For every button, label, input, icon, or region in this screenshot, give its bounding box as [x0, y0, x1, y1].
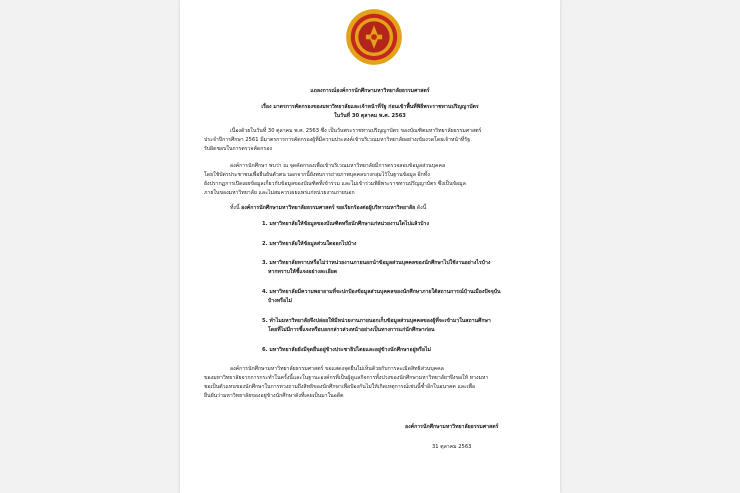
demand-item-6 — [262, 346, 512, 355]
demand-item-5 — [262, 317, 512, 335]
paragraph-2-line: ภายในของมหาวิทยาลัย และไม่สมควรเผยแพร่แก่หน่วยงานภายนอก — [204, 190, 355, 196]
paragraph-2-line: องค์การนักศึกษา พบว่า ณ จุดคัดกรองเพื่อเข้าบริเวณมหาวิทยาลัยมีการตรวจสอบข้อมูลส่วนบุคคล — [230, 163, 446, 169]
demand-text: 1. มหาวิทยาลัยให้ข้อมูลของบัณฑิตหรือนักศึกษาแก่หน่วยงานใดไปแล้วบ้าง — [262, 221, 429, 227]
paragraph-1-line: เนื่องด้วยในวันที่ 30 ตุลาคม พ.ศ. 2563 ซึ่ง เป็นวันพระราชทานปริญญาบัตร ของบัณฑิตมหาวิทยาลัยธรรมศาสตร์ — [230, 128, 482, 134]
demand-text: 2. มหาวิทยาลัยให้ข้อมูลส่วนใดออกไปบ้าง — [262, 241, 357, 247]
paragraph-2-line: โดยใช้บัตรประชาชนเพื่อยืนยันตัวตน นอกจากนี้ยังพบการถ่ายภาพบุคคลบางกลุ่มไว้ในฐานข้อมูล อีกทั้ง — [204, 172, 430, 178]
statement-title: แถลงการณ์องค์การนักศึกษามหาวิทยาลัยธรรมศาสตร์ — [310, 88, 430, 94]
signature-org: องค์การนักศึกษามหาวิทยาลัยธรรมศาสตร์ — [405, 424, 499, 430]
demand-item-2 — [262, 240, 512, 249]
paragraph-3-line: ยืนยันว่ามหาวิทยาลัยของอยู่ข้างนักศึกษาดังที่เคยเป็นมาในอดีต — [204, 393, 344, 399]
demand-text-cont: โดยที่ไม่มีการชี้แจงหรือบอกกล่าวล่วงหน้าอย่างเป็นทางการแก่นักศึกษาก่อน — [268, 327, 435, 333]
demand-item-3 — [262, 259, 512, 277]
demand-text: 3. มหาวิทยาลัยทราบหรือไม่ว่าหน่วยงานภายนอกนำข้อมูลส่วนบุคคลของนักศึกษาไปใช้งานอย่างไรบ้าง — [262, 260, 491, 266]
university-seal-logo — [345, 8, 403, 66]
intro-suffix: ดังนี้ — [416, 205, 427, 211]
demand-text-cont: บ้างหรือไม่ — [268, 298, 293, 304]
paragraph-1-line: ประจำปีการศึกษา 2561 มีมาตรการการคัดกรองผู้ที่มีความประสงค์เข้าบริเวณมหาวิทยาลัยอย่างเข้มงวดโดยเจ้าหน้าที่รัฐ — [204, 137, 470, 143]
demand-text-cont: หากทราบให้ชี้แจงอย่างละเอียด — [268, 269, 338, 275]
paragraph-3-line: ชอเป็นตัวแทนของนักศึกษาในการทวงถามถึงสิทธิของนักศึกษาเพื่อป้องกันไม่ให้เกิดเหตุการณ์เช่นนี้ซ้ำอีกในอนาคต และเพื่อ — [204, 384, 476, 390]
subject-line-2: ในวันที่ 30 ตุลาคม พ.ศ. 2563 — [334, 113, 406, 119]
demand-text: 4. มหาวิทยาลัยมีความพยายามที่จะปกป้องข้อมูลส่วนบุคคลของนักศึกษาภายใต้สถานการณ์บ้านเมืองปัจจุบัน — [262, 289, 501, 295]
subject-line-1: เรื่อง มาตรการคัดกรองของมหาวิทยาลัยและเจ้าหน้าที่รัฐ ก่อนเข้าพื้นที่พิธีพระราชทานปริญญาบัตร — [261, 104, 479, 110]
demand-item-1 — [262, 220, 512, 229]
paragraph-2-line: ยังปรากฏการเปิดเผยข้อมูลเกี่ยวกับข้อมูลของบัณฑิตที่เข้าร่วม และไม่เข้าร่วมพิธีพระราชทานปริญญาบัตร ซึ่งเป็นข้อมูล — [204, 181, 466, 187]
demand-item-4 — [262, 288, 512, 306]
paragraph-1-line: รับผิดชอบในการตรวจคัดกรอง — [204, 146, 272, 152]
demands-intro — [230, 205, 426, 212]
paragraph-3-line: ของมหาวิทยาลัยจากการกระทำในครั้งนี้และในฐานะองค์กรที่เป็นผู้ดูแลกิจการทั้งปวงของนักศึกษามหาวิทยาลัยฯจึงขอให้ ทางมหา — [204, 375, 489, 381]
statement-page — [180, 0, 560, 493]
demand-text: 6. มหาวิทยาลัยยังมีจุดยืนอยู่ข้างประชาธิปไตยและอยู่ข้างนักศึกษาอยู่หรือไม่ — [262, 347, 431, 353]
demand-text: 5. ทำไมมหาวิทยาลัยจึงปล่อยให้มีหน่วยงานภายนอกเก็บข้อมูลส่วนบุคคลของผู้ที่จะเข้ามาในสถานศึกษา — [262, 318, 491, 324]
intro-prefix: ทั้งนี้ — [230, 205, 240, 211]
intro-bold: องค์การนักศึกษามหาวิทยาลัยธรรมศาสตร์ ขอเรียกร้องต่อผู้บริหารมหาวิทยาลัย — [241, 205, 416, 211]
paragraph-3-line: องค์การนักศึกษามหาวิทยาลัยธรรมศาสตร์ ขอแสดงจุดยืนไม่เห็นด้วยกับการละเมิดสิทธิส่วนบุคคล — [230, 366, 444, 372]
signature-date: 31 ตุลาคม 2563 — [432, 444, 472, 450]
